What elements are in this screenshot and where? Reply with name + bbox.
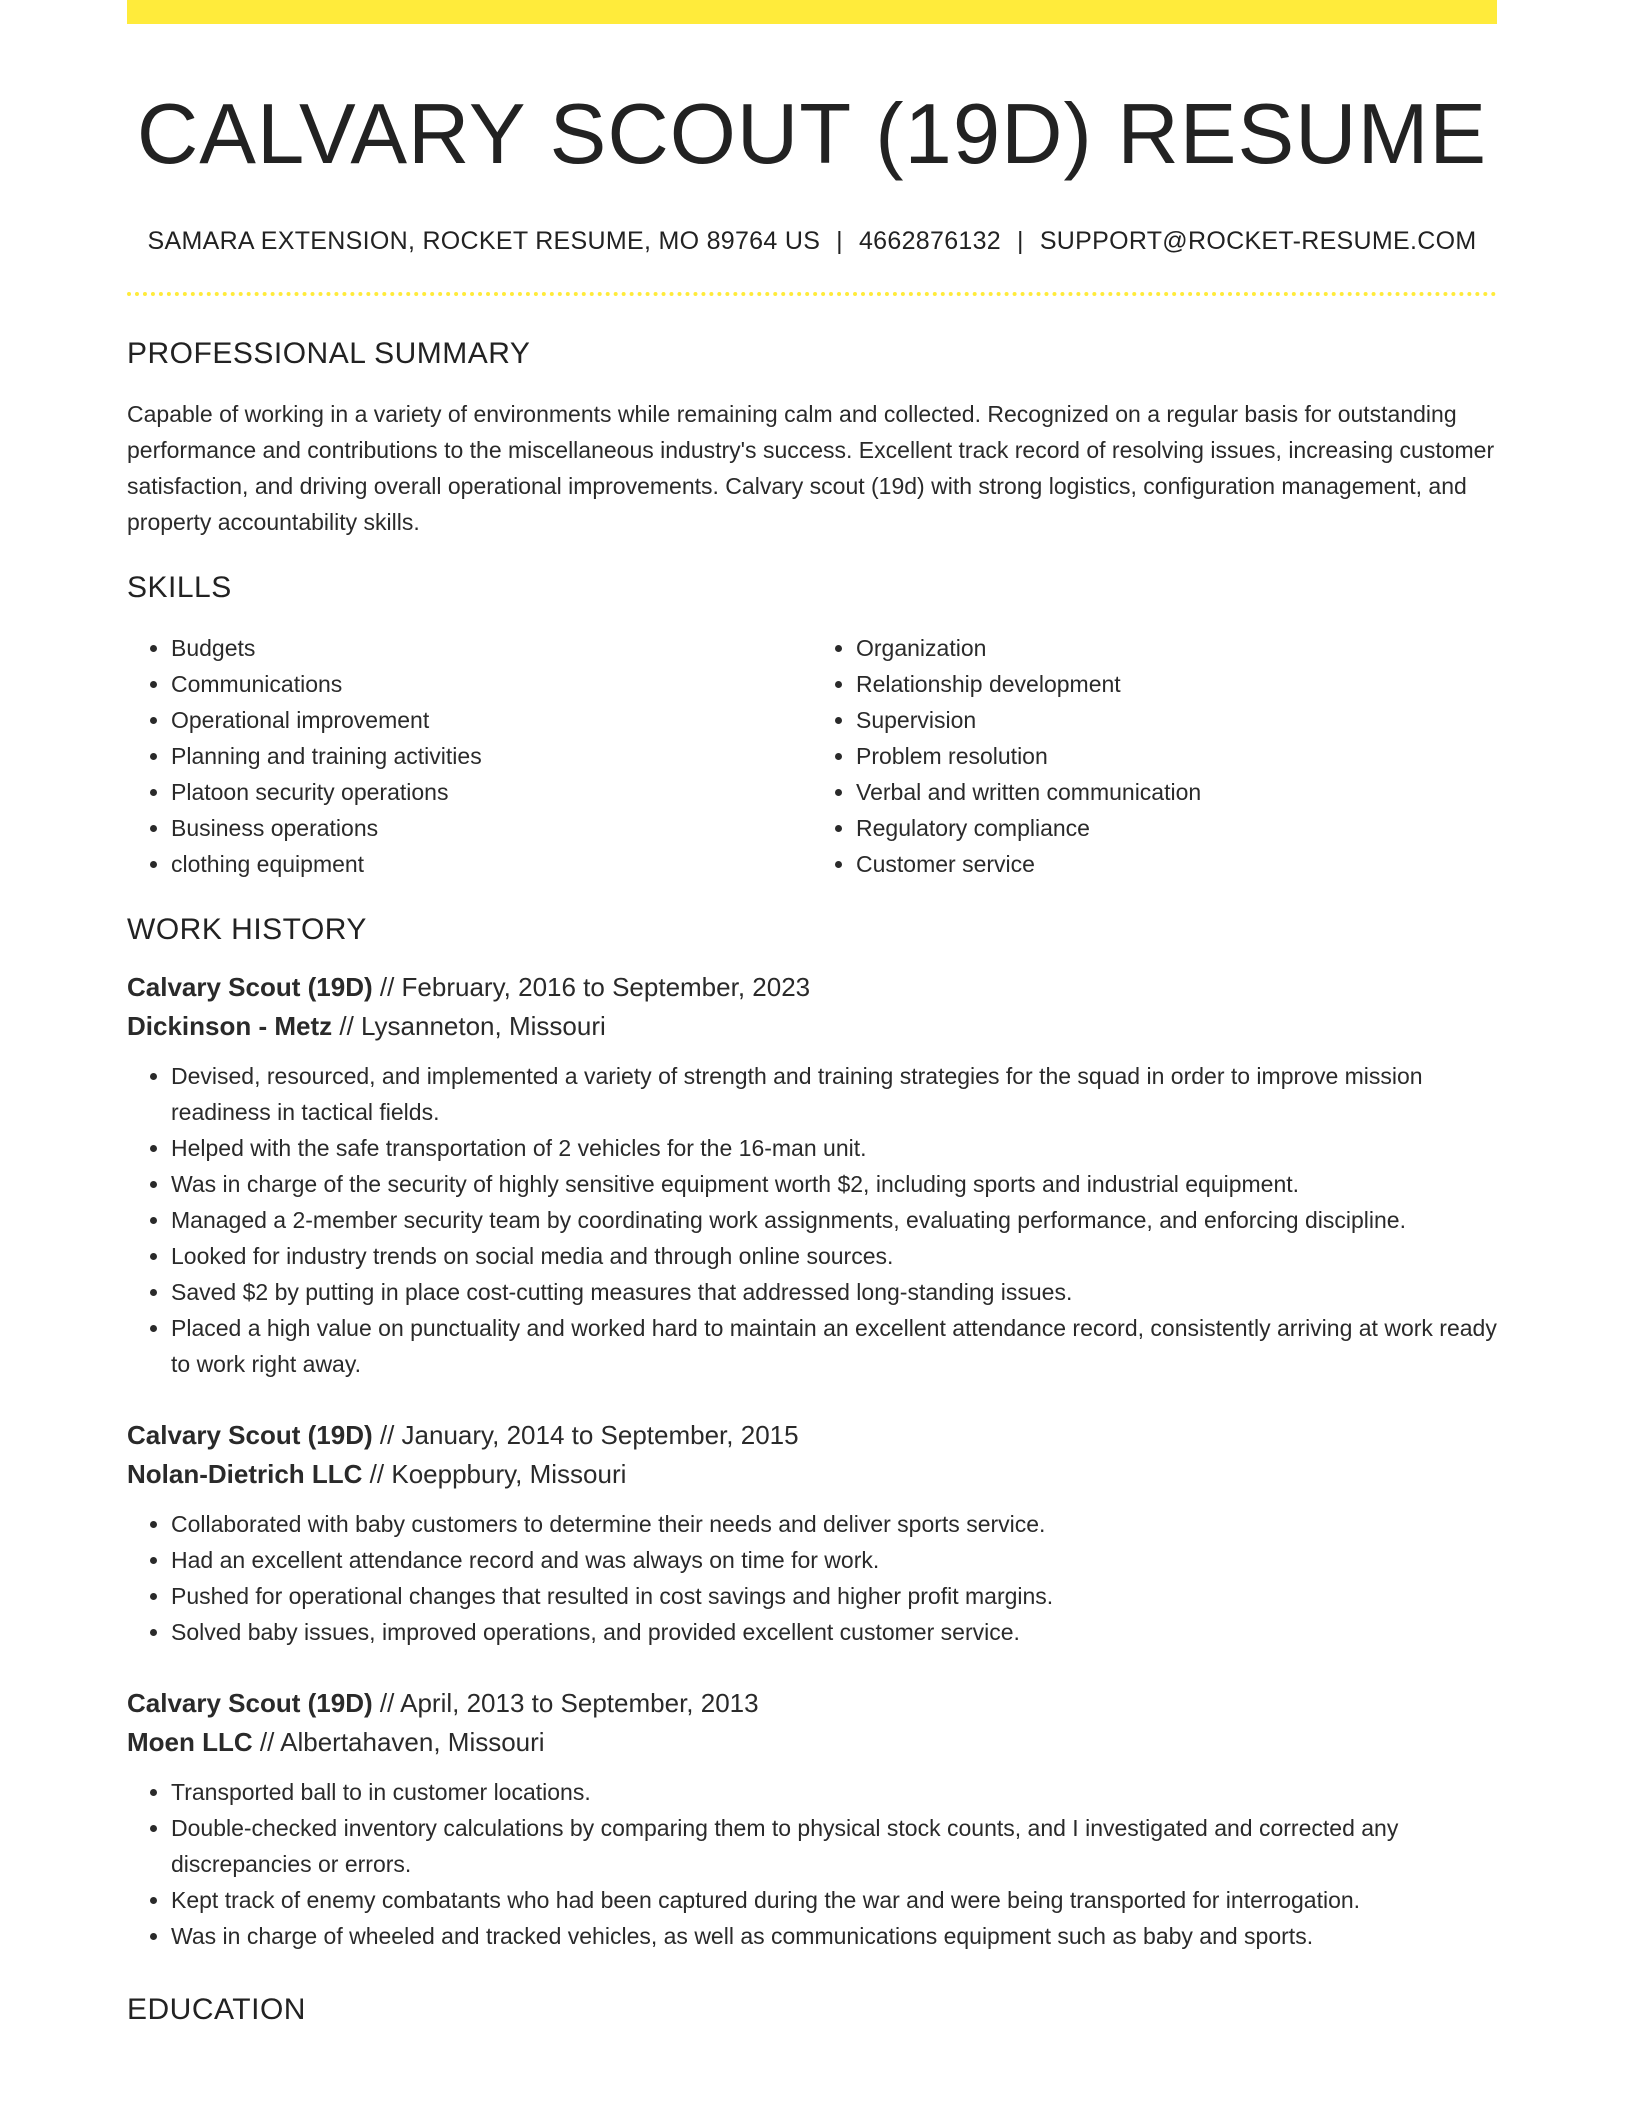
job-location: // Lysanneton, Missouri (332, 1011, 606, 1041)
skill-item: • Business operations (171, 810, 812, 846)
job-bullet: • Devised, resourced, and implemented a variety of strength and training strategies for the squad in order to improve mission readiness in tactical fields. (171, 1058, 1497, 1130)
job-role: Calvary Scout (19D) (127, 1688, 373, 1718)
job-bullet: • Saved $2 by putting in place cost-cutting measures that addressed long-standing issues. (171, 1274, 1497, 1310)
skills-list (127, 630, 1497, 882)
summary-heading: PROFESSIONAL SUMMARY (127, 337, 531, 370)
job-role: Calvary Scout (19D) (127, 1420, 373, 1450)
contact-separator: | (1017, 227, 1024, 255)
resume-page (127, 0, 1497, 2028)
dotted-divider (127, 292, 1497, 296)
job-company-line (127, 1455, 1497, 1494)
job-company: Nolan-Dietrich LLC (127, 1459, 363, 1489)
contact-address: SAMARA EXTENSION, ROCKET RESUME, MO 89764 US (147, 227, 821, 255)
contact-separator: | (836, 227, 843, 255)
job-company: Moen LLC (127, 1727, 253, 1757)
skill-item: • clothing equipment (171, 846, 812, 882)
job-bullet: • Looked for industry trends on social media and through online sources. (171, 1238, 1497, 1274)
job-entry (127, 968, 1497, 1382)
job-entry (127, 1416, 1497, 1650)
job-bullet: • Transported ball to in customer locations. (171, 1774, 1497, 1810)
contact-phone: 4662876132 (858, 227, 1002, 255)
skill-item: • Platoon security operations (171, 774, 812, 810)
resume-title: CALVARY SCOUT (19D) RESUME (136, 87, 1488, 182)
skill-item: • Customer service (856, 846, 1497, 882)
job-company-line (127, 1007, 1497, 1046)
job-company-line (127, 1723, 1497, 1762)
skill-item: • Operational improvement (171, 702, 812, 738)
job-bullet: • Managed a 2-member security team by coordinating work assignments, evaluating performance, and enforcing discipline. (171, 1202, 1497, 1238)
job-bullet: • Was in charge of the security of highly sensitive equipment worth $2, including sports and industrial equipment. (171, 1166, 1497, 1202)
job-bullet: • Collaborated with baby customers to determine their needs and deliver sports service. (171, 1506, 1497, 1542)
skills-column-right (812, 630, 1497, 882)
job-location: // Albertahaven, Missouri (252, 1727, 545, 1757)
job-bullet: • Was in charge of wheeled and tracked vehicles, as well as communications equipment such as baby and sports. (171, 1918, 1497, 1954)
skill-item: • Problem resolution (856, 738, 1497, 774)
skill-item: • Regulatory compliance (856, 810, 1497, 846)
job-bullet: • Pushed for operational changes that resulted in cost savings and higher profit margins. (171, 1578, 1497, 1614)
skills-column-left (127, 630, 812, 882)
skill-item: • Verbal and written communication (856, 774, 1497, 810)
job-role-line (127, 1684, 1497, 1723)
summary-text: Capable of working in a variety of environments while remaining calm and collected. Recognized on a regular basis for outstanding performance and contributions to the miscellaneous industry's success. Excellent track record of resolving issues, increasing customer satisfaction, and driving overall operational improvements. Calvary scout (19d) with strong logistics, configuration management, and property accountability skills. (127, 401, 1495, 535)
skills-heading: SKILLS (127, 571, 232, 604)
contact-line (127, 226, 1497, 256)
skill-item: • Organization (856, 630, 1497, 666)
skill-item: • Communications (171, 666, 812, 702)
job-bullet: • Had an excellent attendance record and was always on time for work. (171, 1542, 1497, 1578)
job-bullets (127, 1058, 1497, 1382)
job-company: Dickinson - Metz (127, 1011, 333, 1041)
job-bullet: • Double-checked inventory calculations by comparing them to physical stock counts, and I investigated and corrected any discrepancies or errors. (171, 1810, 1497, 1882)
job-bullet: • Kept track of enemy combatants who had been captured during the war and were being transported for interrogation. (171, 1882, 1497, 1918)
job-bullet: • Placed a high value on punctuality and worked hard to maintain an excellent attendance record, consistently arriving at work ready to work right away. (171, 1310, 1497, 1382)
job-bullets (127, 1506, 1497, 1650)
job-role: Calvary Scout (19D) (127, 972, 373, 1002)
work-history-heading: WORK HISTORY (127, 913, 367, 946)
contact-email: SUPPORT@ROCKET-RESUME.COM (1039, 227, 1477, 255)
job-dates: // February, 2016 to September, 2023 (372, 972, 811, 1002)
job-role-line (127, 1416, 1497, 1455)
skill-item: • Relationship development (856, 666, 1497, 702)
skill-item: • Planning and training activities (171, 738, 812, 774)
job-dates: // April, 2013 to September, 2013 (372, 1688, 759, 1718)
skill-item: • Supervision (856, 702, 1497, 738)
skill-item: • Budgets (171, 630, 812, 666)
job-bullets (127, 1774, 1497, 1954)
job-bullet: • Helped with the safe transportation of 2 vehicles for the 16-man unit. (171, 1130, 1497, 1166)
job-bullet: • Solved baby issues, improved operations, and provided excellent customer service. (171, 1614, 1497, 1650)
job-role-line (127, 968, 1497, 1007)
accent-top-bar (127, 0, 1497, 24)
job-location: // Koeppbury, Missouri (362, 1459, 627, 1489)
job-entry (127, 1684, 1497, 1954)
job-dates: // January, 2014 to September, 2015 (372, 1420, 799, 1450)
education-heading: EDUCATION (127, 1993, 306, 2026)
